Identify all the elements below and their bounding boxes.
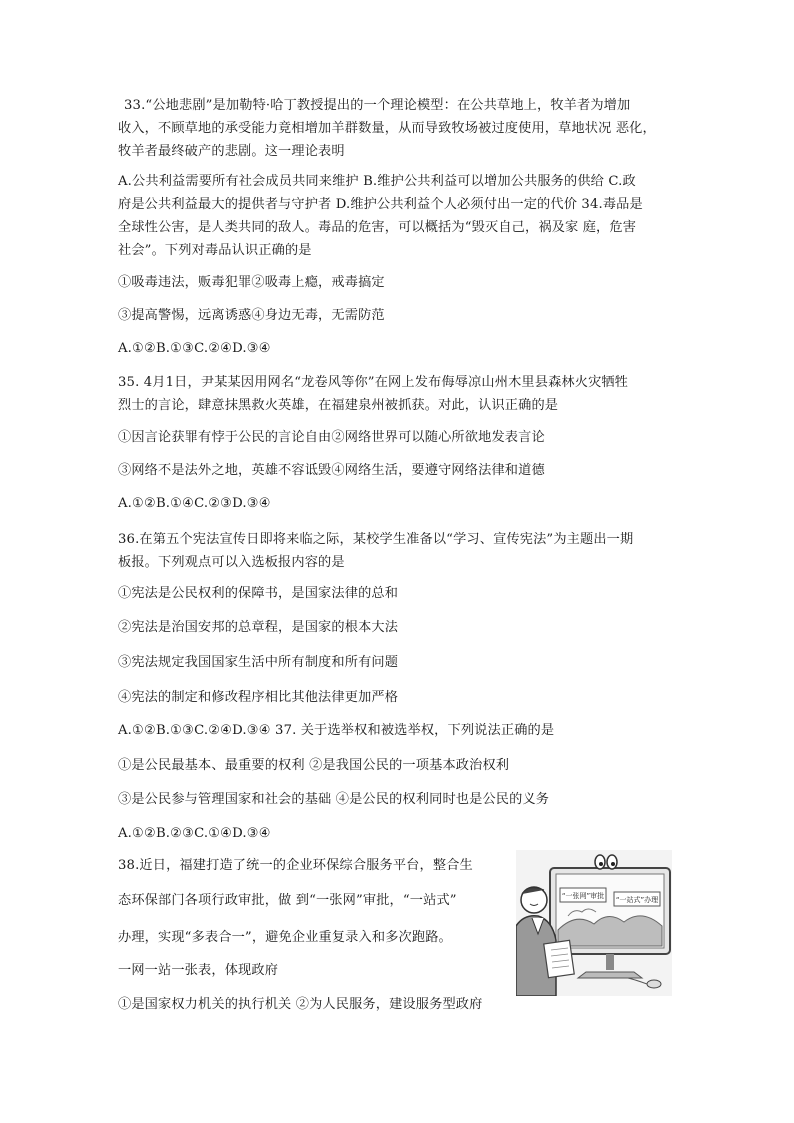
q36-answer-and-q37-stem: A.①②B.①③C.②④D.③④ 37. 关于选举权和被选举权，下列说法正确的是 [118,723,555,738]
q34-answer-options: A.①②B.①③C.②④D.③④ [118,341,271,356]
monitor-base [578,972,642,978]
q38-line-1: 38.近日，福建打造了统一的企业环保综合服务平台，整合生 [118,858,473,873]
q35-statement-1: ①因言论获罪有悖于公民的言论自由②网络世界可以随心所欲地发表言论 [118,430,545,445]
eye-left [595,855,605,869]
q34-line-2: 社会”。下列对毒品认识正确的是 [118,243,312,258]
q37-statement-2: ③是公民参与管理国家和社会的基础 ④是公民的权利同时也是公民的义务 [118,792,550,807]
q36-line-2: 板报。下列观点可以入选板报内容的是 [118,555,345,570]
q37-statement-1: ①是公民最基本、最重要的权利 ②是我国公民的一项基本政治权利 [118,758,510,773]
screen-landscape [558,916,662,946]
q38-line-3: 办理，实现“多表合一”，避免企业重复录入和多次跑路。 [118,930,452,945]
label-left: “一张网”审批 [561,892,605,900]
q35-statement-2: ③网络不是法外之地，英雄不容诋毁④网络生活，要遵守网络法律和道德 [118,463,545,478]
eye-right [607,855,617,869]
q38-line-4: 一网一站一张表，体现政府 [118,963,279,978]
q33-line-2: 收入，不顾草地的承受能力竟相增加羊群数量，从而导致牧场被过度使用，草地状况 恶化， [118,121,656,136]
q33-line-3: 牧羊者最终破产的悲剧。这一理论表明 [118,144,345,159]
q35-line-1: 35. 4月1日，尹某某因用网名“龙卷风等你”在网上发布侮辱凉山州木里县森林火灾牺牲 [118,375,629,390]
q36-statement-2: ②宪法是治国安邦的总章程，是国家的根本大法 [118,620,399,635]
label-right: “一站式”办理 [615,896,659,904]
cartoon-illustration [516,850,672,996]
monitor-stand [606,954,614,970]
q37-answer-options: A.①②B.②③C.①④D.③④ [118,826,271,841]
document-in-hand [544,940,574,977]
q36-statement-4: ④宪法的制定和修改程序相比其他法律更加严格 [118,690,399,705]
q36-line-1: 36.在第五个宪法宣传日即将来临之际，某校学生准备以“学习、宣传宪法”为主题出一期 [118,532,634,547]
q34-line-1: 全球性公害，是人类共同的敌人。毒品的危害，可以概括为“毁灭自己，祸及家 庭，危害 [118,220,637,235]
q38-line-2: 态环保部门各项行政审批，做 到“一张网”审批，“一站式” [118,893,457,908]
cartoon-drawing [516,850,672,996]
q38-statement-1: ①是国家权力机关的执行机关 ②为人民服务，建设服务型政府 [118,997,483,1012]
q33-line-1: 33.“公地悲剧”是加勒特·哈丁教授提出的一个理论模型：在公共草地上，牧羊者为增加 [124,98,631,113]
q33-options-line-2: 府是公共利益最大的提供者与守护者 D.维护公共利益个人必须付出一定的代价 34.毒品是 [118,197,643,212]
q34-statement-2: ③提高警惕，远离诱惑④身边无毒，无需防范 [118,308,385,323]
mouse-icon [647,980,661,988]
q35-line-2: 烈士的言论，肆意抹黑救火英雄，在福建泉州被抓获。对此，认识正确的是 [118,398,559,413]
q36-statement-1: ①宪法是公民权利的保障书，是国家法律的总和 [118,586,399,601]
q34-statement-1: ①吸毒违法，贩毒犯罪②吸毒上瘾，戒毒搞定 [118,275,385,290]
q36-statement-3: ③宪法规定我国国家生活中所有制度和所有问题 [118,655,399,670]
q35-answer-options: A.①②B.①④C.②③D.③④ [118,496,271,511]
q33-options-line-1: A.公共利益需要所有社会成员共同来维护 B.维护公共利益可以增加公共服务的供给 C.政 [118,174,636,189]
